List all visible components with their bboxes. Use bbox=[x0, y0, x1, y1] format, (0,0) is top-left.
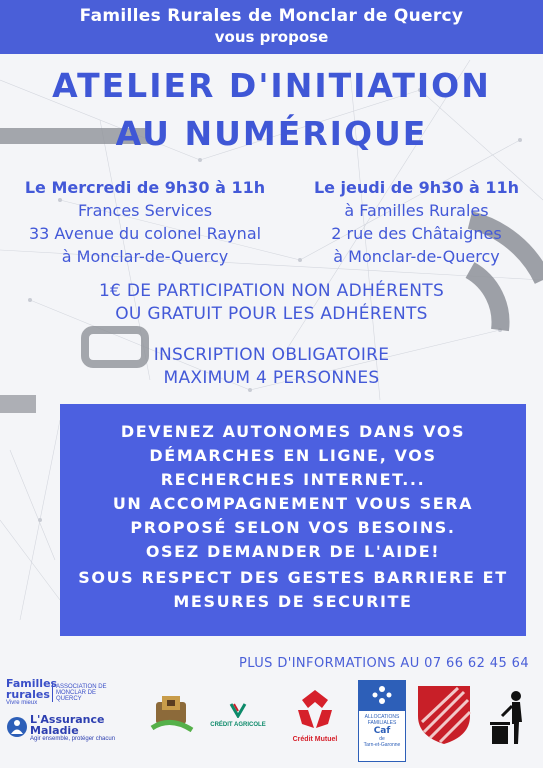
info-box-line: UN ACCOMPAGNEMENT VOUS SERA bbox=[112, 494, 474, 513]
session-thursday-line: 2 rue des Châtaignes bbox=[331, 224, 502, 243]
price-line2: OU GRATUIT POUR LES ADHÉRENTS bbox=[115, 304, 428, 324]
caf-logo: ALLOCATIONS FAMILIALES Caf de Tarn-et-Garonne bbox=[358, 680, 406, 762]
session-wednesday-line: 33 Avenue du colonel Raynal bbox=[28, 224, 262, 243]
session-thursday bbox=[290, 176, 543, 268]
title-line1: ATELIER D'INITIATION bbox=[52, 66, 491, 105]
partner-logos bbox=[0, 672, 543, 768]
assurance-maladie-icon bbox=[6, 716, 28, 738]
caf-family-icon bbox=[369, 683, 395, 709]
header-banner bbox=[0, 0, 543, 54]
title-line2: AU NUMÉRIQUE bbox=[115, 114, 428, 153]
familles-rurales-logo: Familles rurales Vivre mieux bbox=[6, 677, 58, 706]
contact-info: PLUS D'INFORMATIONS AU 07 66 62 45 64 bbox=[238, 656, 529, 671]
safety-message bbox=[60, 566, 526, 614]
info-box-line: DEVENEZ AUTONOMES DANS VOS bbox=[120, 422, 466, 441]
litter-bin-icon bbox=[488, 688, 532, 748]
credit-mutuel-logo: Crédit Mutuel bbox=[282, 686, 348, 743]
credit-agricole-icon bbox=[228, 702, 248, 718]
session-wednesday-line: Frances Services bbox=[77, 201, 213, 220]
info-box-line: DÉMARCHES EN LIGNE, VOS bbox=[149, 446, 437, 465]
inscription-line1: INSCRIPTION OBLIGATOIRE bbox=[153, 345, 390, 365]
session-thursday-heading: Le jeudi de 9h30 à 11h bbox=[313, 178, 520, 197]
session-thursday-line: à Familles Rurales bbox=[344, 201, 489, 220]
credit-mutuel-icon bbox=[292, 686, 338, 732]
department-shield-icon bbox=[414, 682, 474, 746]
association-label: ASSOCIATION DE MONCLAR DE QUERCY bbox=[52, 684, 122, 702]
header-org-name: Familles Rurales de Monclar de Quercy bbox=[79, 6, 464, 26]
info-box-line: PROPOSÉ SELON VOS BESOINS. bbox=[130, 518, 456, 537]
info-box-message bbox=[60, 420, 526, 564]
monclar-village-icon bbox=[150, 692, 194, 736]
assurance-maladie-logo: L'Assurance Maladie Agir ensemble, protéger chacun bbox=[6, 714, 136, 742]
safety-line: MESURES DE SECURITE bbox=[173, 592, 413, 611]
inscription-line2: MAXIMUM 4 PERSONNES bbox=[163, 368, 380, 388]
info-box-line: RECHERCHES INTERNET... bbox=[160, 470, 426, 489]
session-wednesday-heading: Le Mercredi de 9h30 à 11h bbox=[24, 178, 266, 197]
price-line1: 1€ DE PARTICIPATION NON ADHÉRENTS bbox=[98, 281, 445, 301]
info-box-line: OSEZ DEMANDER DE L'AIDE! bbox=[145, 542, 441, 561]
header-subtitle: vous propose bbox=[214, 28, 329, 46]
caf-header-block bbox=[359, 681, 405, 711]
credit-agricole-logo: CRÉDIT AGRICOLE bbox=[205, 702, 271, 728]
session-wednesday bbox=[0, 176, 290, 268]
session-wednesday-line: à Monclar-de-Quercy bbox=[61, 247, 229, 266]
session-thursday-line: à Monclar-de-Quercy bbox=[333, 247, 500, 266]
safety-line: SOUS RESPECT DES GESTES BARRIERE ET bbox=[78, 568, 508, 587]
